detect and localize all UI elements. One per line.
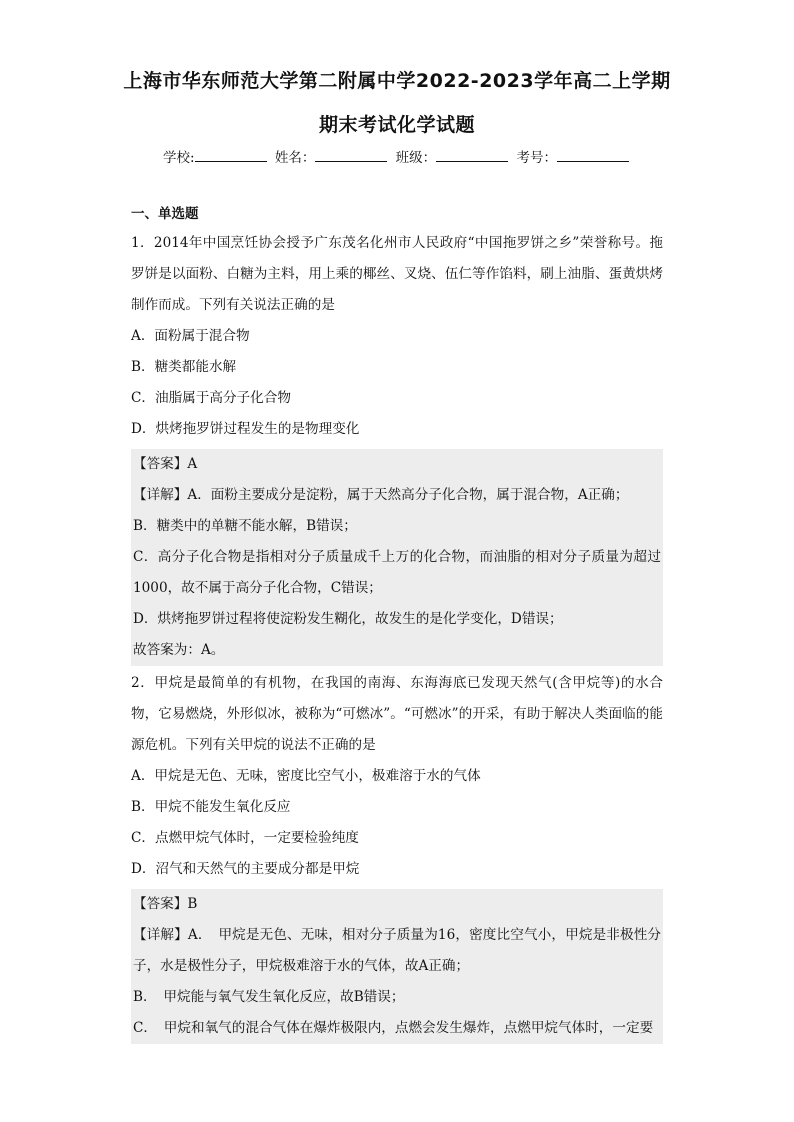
student-info-row: [0, 146, 794, 166]
school-blank: [195, 147, 267, 162]
question-2-answer-box: [131, 889, 663, 1044]
class-field: [396, 146, 511, 166]
question-2-answer: 【答案】B: [133, 896, 198, 912]
question-2-explanation-1: 【详解】A． 甲烷是无色、无味，相对分子质量为16，密度比空气小，甲烷是非极性分子，水是极性分子，甲烷极难溶于水的气体，故A正确；: [133, 927, 661, 974]
section-heading: 一、单选题: [131, 206, 199, 222]
document-title-line1: 上海市华东师范大学第二附属中学2022-2023学年高二上学期: [123, 70, 671, 92]
question-1-explanation-4: D．烘烤拖罗饼过程将使淀粉发生糊化，故发生的是化学变化，D错误；: [133, 611, 563, 627]
name-field: [275, 146, 390, 166]
question-2-option-b: B．甲烷不能发生氧化反应: [131, 799, 291, 815]
class-blank: [436, 147, 508, 162]
question-1-explanation-2: B．糖类中的单糖不能水解，B错误；: [133, 518, 357, 534]
name-blank: [315, 147, 387, 162]
exam-number-blank: [557, 147, 629, 162]
question-2-option-c: C．点燃甲烷气体时，一定要检验纯度: [131, 830, 359, 846]
document-title-line2: 期末考试化学试题: [318, 114, 475, 136]
document-content: [131, 204, 663, 1044]
question-2-explanation-3: C． 甲烷和氧气的混合气体在爆炸极限内，点燃会发生爆炸，点燃甲烷气体时，一定要: [133, 1020, 654, 1036]
question-2: [131, 668, 663, 1044]
question-1-option-d: D．烘烤拖罗饼过程发生的是物理变化: [131, 421, 360, 437]
question-1-option-c: C．油脂属于高分子化合物: [131, 390, 291, 406]
question-2-stem: 2．甲烷是最简单的有机物，在我国的南海、东海海底已发现天然气(含甲烷等)的水合物，它易燃烧，外形似冰，被称为“可燃冰”。“可燃冰”的开采，有助于解决人类面临的能源危机。下列有关甲烷的说法不正确的是: [131, 675, 663, 753]
question-1: [131, 228, 663, 666]
question-1-option-a: A．面粉属于混合物: [131, 328, 250, 344]
question-2-option-d: D．沼气和天然气的主要成分都是甲烷: [131, 861, 360, 877]
question-1-answer: 【答案】A: [133, 456, 198, 472]
question-1-option-b: B．糖类都能水解: [131, 359, 237, 375]
class-label: 班级：: [395, 150, 437, 166]
question-1-stem: 1．2014年中国烹饪协会授予广东茂名化州市人民政府“中国拖罗饼之乡”荣誉称号。拖罗饼是以面粉、白糖为主料，用上乘的椰丝、叉烧、伍仁等作馅料，刷上油脂、蛋黄烘烤制作而成。下列有关说法正确的是: [131, 235, 663, 313]
question-2-explanation-2: B． 甲烷能与氧气发生氧化反应，故B错误；: [133, 989, 405, 1005]
school-field: [163, 146, 269, 166]
question-1-explanation-3: C．高分子化合物是指相对分子质量成千上万的化合物，而油脂的相对分子质量为超过1000，故不属于高分子化合物，C错误；: [133, 549, 661, 596]
name-label: 姓名：: [274, 150, 316, 166]
exam-number-label: 考号：: [516, 150, 557, 166]
question-1-explanation-5: 故答案为：A。: [133, 642, 225, 658]
question-1-explanation-1: 【详解】A．面粉主要成分是淀粉，属于天然高分子化合物，属于混合物，A正确；: [133, 487, 629, 503]
question-2-option-a: A．甲烷是无色、无味，密度比空气小，极难溶于水的气体: [131, 768, 481, 784]
school-label: 学校:: [163, 150, 195, 166]
exam-number-field: [516, 146, 631, 166]
question-1-answer-box: [131, 449, 663, 666]
